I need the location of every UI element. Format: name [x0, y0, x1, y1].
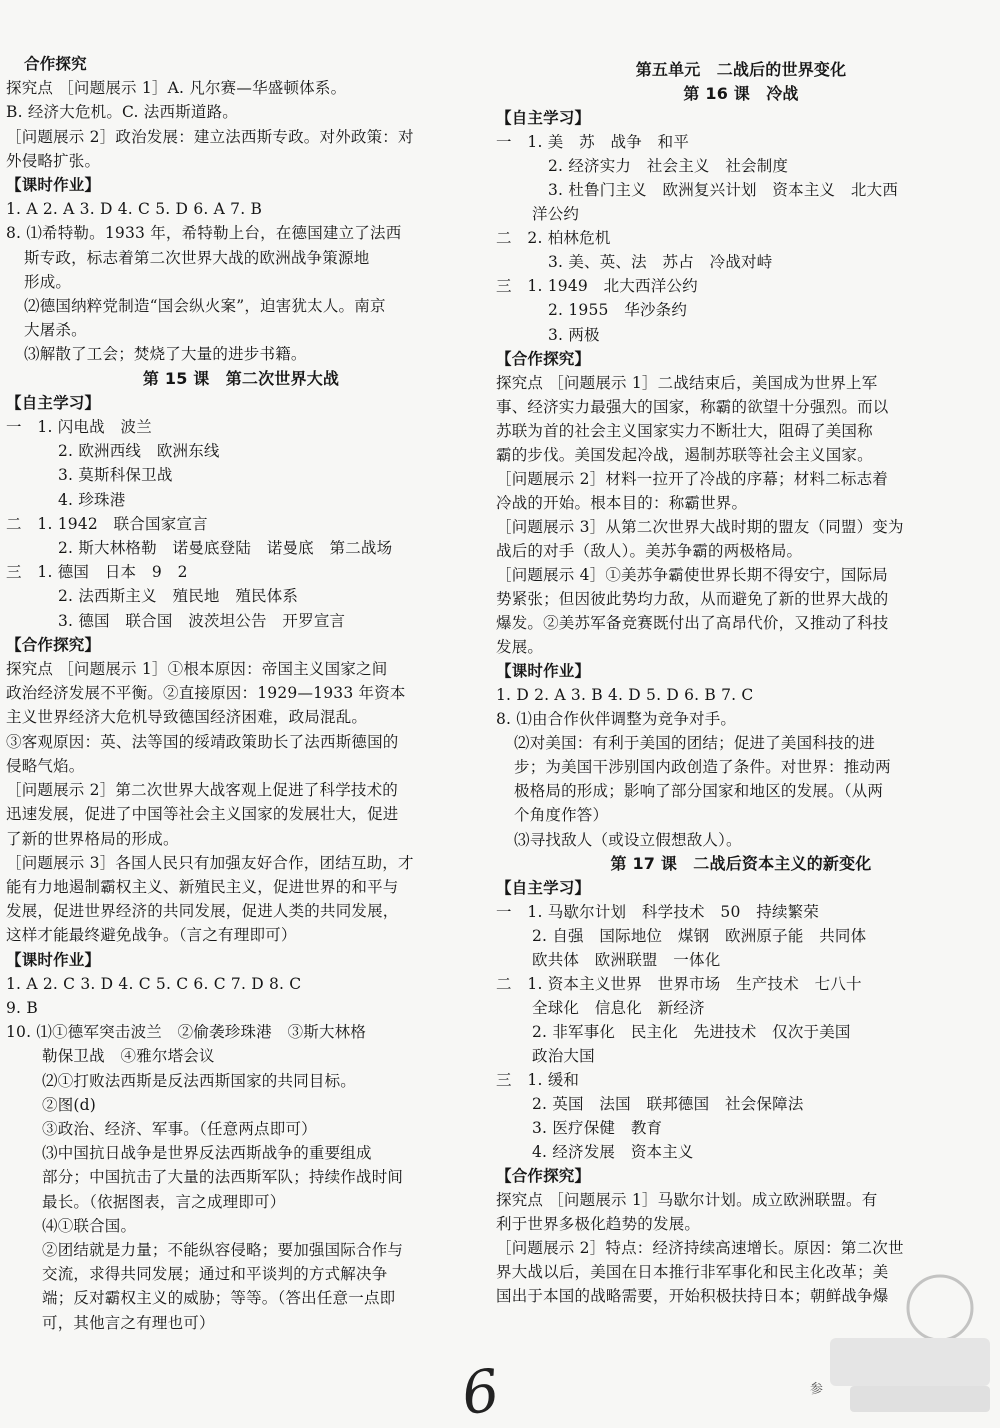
text-line: 可，其他言之有理也可） [42, 1313, 215, 1332]
text-line: 勒保卫战 ④雅尔塔会议 [42, 1047, 215, 1066]
text-line: ⑶寻找敌人（或设立假想敌人）。 [514, 830, 742, 849]
footer-page-label: 参 [810, 1382, 824, 1397]
text-line: 2. 英国 法国 联邦德国 社会保障法 [532, 1095, 804, 1114]
text-line: ［问题展示 2］政治发展：建立法西斯专政。对外政策：对 [6, 127, 414, 146]
text-line: 二 2. 柏林危机 [496, 229, 611, 248]
text-line: 界大战以后，美国在日本推行非军事化和民主化改革；美 [496, 1263, 889, 1282]
text-line: 部分；中国抗击了大量的法西斯军队；持续作战时间 [42, 1168, 404, 1187]
text-line: 洋公约 [532, 205, 580, 224]
text-line: ［问题展示 2］第二次世界大战客观上促进了科学技术的 [6, 781, 398, 800]
text-line: 二 1. 1942 联合国家宣言 [6, 514, 208, 533]
lesson-title: 第 17 课 二战后资本主义的新变化 [610, 853, 872, 873]
text-line: 2. 自强 国际地位 煤钢 欧洲原子能 共同体 [532, 926, 867, 945]
text-line: 探究点 ［问题展示 1］马歇尔计划。成立欧洲联盟。有 [496, 1191, 878, 1210]
text-line: 探究点 ［问题展示 1］二战结束后，美国成为世界上军 [496, 373, 878, 392]
text-line: 欧共体 欧洲联盟 一体化 [532, 950, 721, 969]
text-line: ［问题展示 3］从第二次世界大战时期的盟友（同盟）变为 [496, 517, 904, 536]
text-line: 事、经济实力最强大的国家，称霸的欲望十分强烈。而以 [496, 397, 889, 416]
text-line: 步；为美国干涉别国内政创造了条件。对世界：推动两 [514, 758, 891, 777]
text-line: 三 1. 德国 日本 9 2 [6, 563, 188, 582]
text-line: 发展，促进世界经济的共同发展，促进人类的共同发展， [6, 902, 399, 921]
text-line: 了新的世界格局的形成。 [6, 829, 179, 848]
text-line: 3. 两极 [548, 325, 600, 344]
text-line: 3. 美、英、法 苏占 冷战对峙 [548, 253, 773, 272]
text-line: B. 经济大危机。C. 法西斯道路。 [6, 103, 239, 122]
text-line: 2. 斯大林格勒 诺曼底登陆 诺曼底 第二战场 [58, 539, 393, 558]
text-line: 2. 欧洲西线 欧洲东线 [58, 442, 220, 461]
text-line: 爆发。②美苏军备竞赛既付出了高昂代价，又推动了科技 [496, 614, 889, 633]
text-line: 一 1. 美 苏 战争 和平 [496, 133, 690, 152]
text-line: 二 1. 资本主义世界 世界市场 生产技术 七八十 [496, 974, 862, 993]
text-line: 交流，求得共同发展；通过和平谈判的方式解决争 [42, 1265, 388, 1284]
text-line: 这样才能最终避免战争。（言之有理即可） [6, 926, 297, 945]
text-line: ［问题展示 2］材料一拉开了冷战的序幕；材料二标志着 [496, 469, 888, 488]
left-column [6, 52, 476, 1335]
text-line: 探究点 ［问题展示 1］A. 凡尔赛—华盛顿体系。 [6, 79, 347, 98]
section-heading: 【自主学习】 [496, 109, 591, 128]
section-heading: 【合作探究】 [6, 635, 101, 654]
text-line: 探究点 ［问题展示 1］①根本原因：帝国主义国家之间 [6, 660, 388, 679]
lesson-title: 第五单元 二战后的世界变化 [635, 60, 847, 79]
text-line: 8. ⑴由合作伙伴调整为竞争对手。 [496, 710, 737, 729]
watermark-logo [820, 1268, 996, 1418]
section-heading: 【合作探究】 [496, 349, 591, 368]
text-line: 势紧张；但因彼此势均力敌，从而避免了新的世界大战的 [496, 590, 889, 609]
text-line: 形成。 [24, 272, 72, 291]
text-line: 8. ⑴希特勒。1933 年，希特勒上台，在德国建立了法西 [6, 224, 402, 243]
text-line: 3. 医疗保健 教育 [532, 1119, 663, 1138]
section-heading: 【课时作业】 [496, 662, 591, 681]
text-line: 苏联为首的社会主义国家实力不断壮大，阻碍了美国称 [496, 421, 873, 440]
text-line: ⑵①打败法西斯是反法西斯国家的共同目标。 [42, 1071, 357, 1090]
text-line: 1. A 2. C 3. D 4. C 5. C 6. C 7. D 8. C [6, 974, 302, 993]
text-line: 三 1. 1949 北大西洋公约 [496, 277, 698, 296]
text-line: 极格局的形成；影响了部分国家和地区的发展。（从两 [514, 782, 884, 801]
section-heading: 【自主学习】 [496, 878, 591, 897]
text-line: ［问题展示 4］①美苏争霸使世界长期不得安宁，国际局 [496, 565, 888, 584]
text-line: ［问题展示 3］各国人民只有加强友好合作，团结互助，才 [6, 853, 414, 872]
text-line: 最长。（依据图表，言之成理即可） [42, 1192, 286, 1211]
text-line: 主义世界经济大危机导致德国经济困难，政局混乱。 [6, 708, 368, 727]
text-line: 斯专政，标志着第二次世界大战的欧洲战争策源地 [24, 248, 370, 267]
text-line: 2. 法西斯主义 殖民地 殖民体系 [58, 587, 299, 606]
text-line: 3. 莫斯科保卫战 [58, 466, 173, 485]
text-line: ⑵对美国：有利于美国的团结；促进了美国科技的进 [514, 734, 876, 753]
text-line: ③政治、经济、军事。（任意两点即可） [42, 1119, 317, 1138]
text-line: 三 1. 缓和 [496, 1070, 580, 1089]
handwritten-page-mark: 6 [457, 1355, 504, 1428]
text-line: 3. 德国 联合国 波茨坦公告 开罗宣言 [58, 611, 346, 630]
lesson-title: 第 16 课 冷战 [683, 84, 799, 104]
text-line: 冷战的开始。根本目的：称霸世界。 [496, 493, 748, 512]
lesson-title: 第 15 课 第二次世界大战 [142, 368, 340, 388]
text-line: 9. B [6, 998, 38, 1017]
text-line: ⑶解散了工会；焚烧了大量的进步书籍。 [24, 345, 307, 364]
text-line: ⑶中国抗日战争是世界反法西斯战争的重要组成 [42, 1144, 372, 1163]
text-line: 4. 经济发展 资本主义 [532, 1143, 694, 1162]
section-heading: 【课时作业】 [6, 176, 101, 195]
text-line: 一 1. 马歇尔计划 科学技术 50 持续繁荣 [496, 902, 820, 921]
text-line: 4. 珍珠港 [58, 490, 126, 509]
text-line: 利于世界多极化趋势的发展。 [496, 1215, 701, 1234]
text-line: 大屠杀。 [24, 321, 87, 340]
text-line: ②图(d) [42, 1095, 97, 1114]
text-line: ②团结就是力量；不能纵容侵略；要加强国际合作与 [42, 1240, 404, 1259]
text-line: 战后的对手（敌人）。美苏争霸的两极格局。 [496, 541, 803, 560]
text-line: 国出于本国的战略需要，开始积极扶持日本；朝鲜战争爆 [496, 1287, 889, 1306]
section-heading: 合作探究 [24, 55, 87, 73]
section-heading: 【课时作业】 [6, 950, 101, 969]
text-line: 发展。 [496, 638, 544, 657]
text-line: 1. A 2. A 3. D 4. C 5. D 6. A 7. B [6, 200, 263, 219]
text-line: 侵略气焰。 [6, 756, 85, 775]
text-line: 端；反对霸权主义的威胁；等等。（答出任意一点即 [42, 1289, 396, 1308]
text-line: 2. 非军事化 民主化 先进技术 仅次于美国 [532, 1022, 851, 1041]
text-line: ［问题展示 2］特点：经济持续高速增长。原因：第二次世 [496, 1239, 904, 1258]
text-line: 政治经济发展不平衡。②直接原因：1929—1933 年资本 [6, 684, 406, 703]
text-line: 全球化 信息化 新经济 [532, 998, 705, 1017]
section-heading: 【自主学习】 [6, 393, 101, 412]
section-heading: 【合作探究】 [496, 1167, 591, 1186]
text-line: 霸的步伐。美国发起冷战，遏制苏联等社会主义国家。 [496, 445, 873, 464]
text-line: 10. ⑴①德军突击波兰 ②偷袭珍珠港 ③斯大林格 [6, 1023, 367, 1042]
text-line: 2. 1955 华沙条约 [548, 301, 688, 320]
text-line: 迅速发展，促进了中国等社会主义国家的发展壮大，促进 [6, 805, 399, 824]
text-line: 一 1. 闪电战 波兰 [6, 418, 152, 437]
right-column [496, 58, 986, 1308]
text-line: 2. 经济实力 社会主义 社会制度 [548, 157, 789, 176]
text-line: 1. D 2. A 3. B 4. D 5. D 6. B 7. C [496, 686, 754, 705]
text-line: ③客观原因：英、法等国的绥靖政策助长了法西斯德国的 [6, 732, 399, 751]
text-line: 外侵略扩张。 [6, 151, 101, 170]
text-line: 能有力地遏制霸权主义、新殖民主义，促进世界的和平与 [6, 877, 399, 896]
text-line: 3. 杜鲁门主义 欧洲复兴计划 资本主义 北大西 [548, 181, 899, 200]
text-line: 个角度作答） [514, 806, 609, 825]
text-line: 政治大国 [532, 1046, 595, 1065]
text-line: ⑷①联合国。 [42, 1216, 137, 1235]
text-line: ⑵德国纳粹党制造“国会纵火案”，迫害犹太人。南京 [24, 297, 386, 316]
